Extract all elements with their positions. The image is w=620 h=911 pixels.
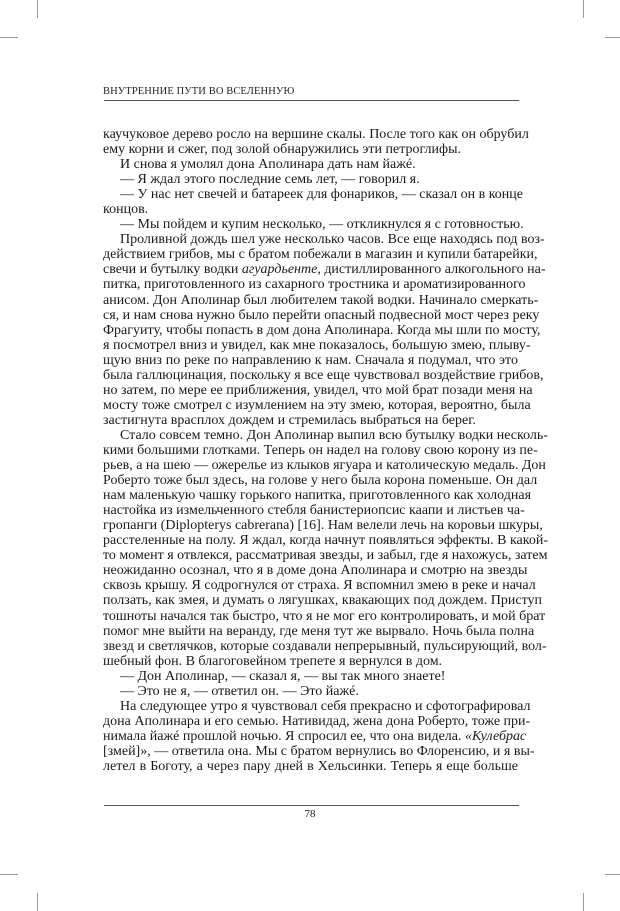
- text-line: [103, 367, 544, 383]
- crop-mark: [0, 874, 18, 875]
- text-segment: я посмотрел вниз и увидел, как мне показалось, большую змею, плыву-: [103, 337, 531, 353]
- text-segment: — Я ждал этого последние семь лет, — говорил я.: [120, 172, 420, 188]
- text-segment: кими большими глотками. Теперь он надел на голову свою корону из пе-: [103, 442, 538, 458]
- text-segment: Роберто тоже был здесь, на голове у него была корона поменьше. Он дал: [103, 473, 538, 489]
- text-segment: — Это не я, — ответил он. — Это йажé.: [120, 683, 359, 699]
- text-line: [103, 743, 535, 759]
- text-line: [103, 292, 539, 308]
- text-segment: щую вниз по реке по направлению к нам. Сначала я подумал, что это: [103, 352, 518, 368]
- crop-mark: [605, 37, 620, 38]
- text-line: [103, 277, 526, 293]
- text-segment: сквозь крышу. Я содрогнулся от страха. Я вспомнил змею в реке и начал: [103, 578, 536, 594]
- text-segment: каучуковое дерево росло на вершине скалы. После того как он обрубил: [103, 127, 529, 142]
- text-line: [103, 187, 523, 203]
- text-line: [103, 698, 531, 714]
- text-segment: нам маленькую чашку горького напитка, приготовленного как холодная: [103, 488, 532, 504]
- crop-mark: [0, 37, 18, 38]
- text-segment: ему корни и сжег, под золой обнаружились эти петроглифы.: [103, 142, 461, 158]
- text-line: [103, 608, 546, 624]
- text-segment: настойка из измельченного стебля банистериопсис каапи и листьев ча-: [103, 503, 525, 519]
- running-head: ВНУТРЕННИЕ ПУТИ ВО ВСЕЛЕННУЮ: [103, 86, 295, 97]
- text-line: [103, 142, 518, 157]
- text-segment: И снова я умолял дона Аполинара дать нам йажé.: [120, 157, 416, 173]
- text-line: [103, 593, 543, 609]
- text-segment: Проливной дождь шел уже несколько часов. Все еще находясь под воз-: [120, 232, 545, 248]
- text-line: [103, 518, 543, 534]
- text-segment: , дистиллированного алкогольного на-: [317, 262, 546, 278]
- text-line: [103, 458, 546, 474]
- text-segment: дона Аполинара и его семью. Нативидад, жена дона Роберто, тоже при-: [103, 713, 531, 729]
- text-line: [103, 442, 538, 458]
- text-line: [103, 728, 527, 744]
- crop-mark: [37, 0, 38, 18]
- text-line: [103, 473, 538, 489]
- text-segment: тошноты начался так быстро, что я не мог его контролировать, и мой брат: [103, 608, 546, 624]
- text-segment: ползать, как змея, и думать о лягушках, квакающих под дождем. Приступ: [103, 593, 543, 609]
- text-segment: — Дон Аполинар, — сказал я, — вы так много знаете!: [120, 668, 446, 684]
- text-segment: питка, приготовленного из сахарного тростника и ароматизированного: [103, 277, 526, 293]
- text-line: [103, 397, 531, 413]
- text-segment: Стало совсем темно. Дон Аполинар выпил всю бутылку водки несколь-: [120, 427, 548, 443]
- text-segment: [змей]», — ответила она. Мы с братом вернулись во Флоренсию, и я вы-: [103, 743, 535, 759]
- page-number: 78: [304, 808, 316, 820]
- crop-mark: [37, 893, 38, 911]
- text-line: [103, 322, 541, 338]
- text-segment: помог мне выйти на веранду, где меня тут же вырвало. Ночь была полна: [103, 623, 535, 639]
- footer-rule: [104, 805, 519, 806]
- text-segment: Фрагуиту, чтобы попасть в дом дона Аполинара. Когда мы шли по мосту,: [103, 322, 541, 338]
- text-line: [103, 759, 518, 774]
- text-line: [103, 427, 548, 443]
- text-line: [103, 307, 540, 323]
- text-line: [103, 172, 518, 187]
- crop-mark: [605, 874, 620, 875]
- text-segment: летел в Боготу, а через пару дней в Хельсинки. Теперь я еще больше: [103, 758, 518, 774]
- text-line: [103, 353, 518, 368]
- text-segment: На следующее утро я чувствовал себя прекрасно и сфотографировал: [120, 698, 531, 714]
- text-segment: анисом. Дон Аполинар был любителем такой водки. Начинало смеркать-: [103, 292, 539, 308]
- text-segment: но затем, по мере ее приближения, увидел, что мой брат позади меня на: [103, 382, 533, 398]
- text-segment: была галлюцинация, поскольку я все еще чувствовал воздействие грибов,: [103, 367, 544, 383]
- text-line: [103, 262, 546, 278]
- text-line: [103, 488, 532, 504]
- text-segment: действием грибов, мы с братом побежали в магазин и купили батарейки,: [103, 247, 538, 263]
- text-line: [103, 337, 531, 353]
- text-line: [103, 623, 535, 639]
- text-line: [103, 684, 518, 699]
- text-line: [103, 127, 529, 142]
- text-line: [103, 654, 518, 669]
- text-line: [103, 157, 518, 172]
- text-line: [103, 217, 524, 233]
- text-segment: неожиданно осознал, что я в доме дона Аполинара и смотрю на звезды: [103, 563, 528, 579]
- text-line: [103, 202, 518, 217]
- crop-mark: [583, 893, 584, 911]
- text-line: [103, 533, 549, 549]
- crop-mark: [583, 0, 584, 18]
- body-text: [103, 127, 549, 774]
- text-line: [103, 382, 533, 398]
- text-segment: нимала йажé прошлой ночью. Я спросил ее, что она видела.: [103, 728, 465, 744]
- text-line: [103, 638, 547, 654]
- text-line: [103, 413, 518, 428]
- text-segment: концов.: [103, 202, 149, 218]
- header-rule: [104, 100, 519, 101]
- text-line: [103, 669, 518, 684]
- text-segment: гропанги (Diplopterys cabrerana) [16]. Нам велели лечь на коровьи шкуры,: [103, 518, 543, 534]
- text-segment: то момент я отвлекся, рассматривая звезды, и забыл, где я нахожусь, затем: [103, 548, 548, 564]
- text-line: [103, 713, 531, 729]
- text-line: [103, 563, 528, 579]
- italic-term: «Кулебрас: [464, 728, 527, 744]
- text-segment: расстеленные на полу. Я ждал, когда начнут появляться эффекты. В какой-: [103, 533, 549, 549]
- text-line: [103, 548, 548, 564]
- text-line: [103, 232, 545, 248]
- text-segment: рьев, а на шею — ожерелье из клыков ягуара и католическую медаль. Дон: [103, 458, 546, 474]
- text-line: [103, 247, 538, 263]
- text-segment: звезд и светлячков, которые создавали непрерывный, пульсирующий, вол-: [103, 638, 547, 654]
- text-segment: ся, и нам снова нужно было перейти опасный подвесной мост через реку: [103, 307, 540, 323]
- text-line: [103, 578, 536, 594]
- italic-term: агуардьенте: [241, 262, 318, 278]
- text-segment: — У нас нет свечей и батареек для фонариков, — сказал он в конце: [120, 187, 523, 203]
- text-segment: застигнута врасплох дождем и стремилась выбраться на берег.: [103, 412, 476, 428]
- text-line: [103, 503, 525, 519]
- text-segment: шебный фон. В благоговейном трепете я вернулся в дом.: [103, 653, 443, 669]
- text-segment: мосту тоже смотрел с изумлением на эту змею, которая, вероятно, была: [103, 397, 531, 413]
- text-segment: — Мы пойдем и купим несколько, — откликнулся я с готовностью.: [120, 217, 524, 233]
- text-segment: свечи и бутылку водки: [103, 262, 242, 278]
